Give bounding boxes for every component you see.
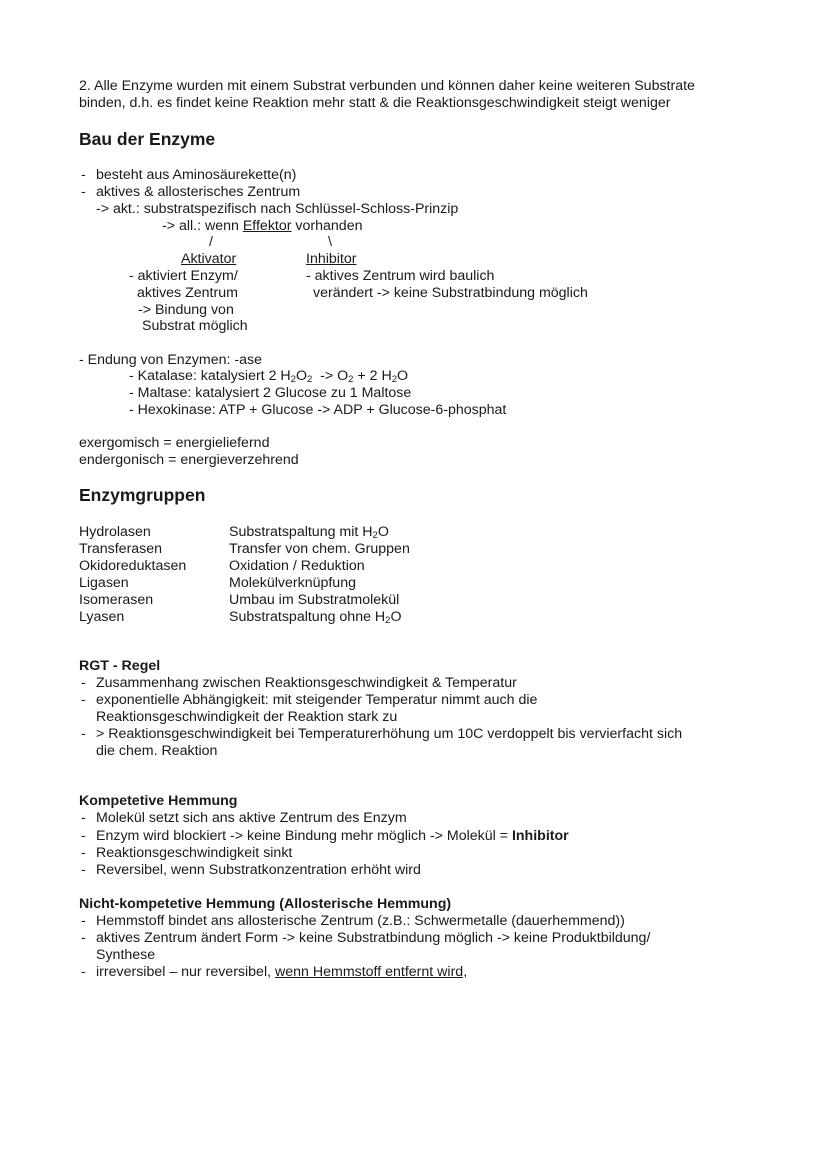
endung-maltase: - Maltase: katalysiert 2 Glucose zu 1 Maltose [129,385,412,401]
endung-hexokinase: - Hexokinase: ATP + Glucose -> ADP + Glucose-6-phosphat [129,402,507,418]
heading-rgt-regel: RGT - Regel [79,658,161,674]
enzymgruppe-name: Isomerasen [79,592,154,608]
enzymgruppe-description: Transfer von chem. Gruppen [229,541,410,557]
bau-item-aminosaeure: besteht aus Aminosäurekette(n) [96,167,297,183]
endergonisch-line: endergonisch = energieverzehrend [79,452,299,468]
aktivator-title: Aktivator [181,251,237,267]
kompetitiv-item-2: Enzym wird blockiert -> keine Bindung mehr möglich -> Molekül = Inhibitor [96,828,569,844]
bullet-dash: - [81,828,86,844]
bau-all-line: -> all.: wenn Effektor vorhanden [162,218,363,234]
nichtkompetitiv-item-2b: Synthese [96,947,156,963]
bullet-dash: - [81,675,86,691]
effektor-term: Effektor [242,218,292,234]
rgt-item-3b: die chem. Reaktion [96,743,218,759]
enzymgruppe-description: Umbau im Substratmolekül [229,592,400,608]
bullet-dash: - [81,845,86,861]
bullet-dash: - [81,692,86,708]
exergonisch-line: exergomisch = energieliefernd [79,435,270,451]
bullet-dash: - [81,167,86,183]
enzymgruppe-description: Substratspaltung ohne $H_2O$ [229,609,402,626]
rgt-item-1: Zusammenhang zwischen Reaktionsgeschwindigkeit & Temperatur [96,675,517,691]
heading-bau-der-enzyme: Bau der Enzyme [79,129,216,149]
heading-nicht-kompetetive-hemmung: Nicht-kompetetive Hemmung (Allosterische Hemmung) [79,896,452,912]
bullet-dash: - [81,726,86,742]
bullet-dash: - [81,930,86,946]
intro-line-1: 2. Alle Enzyme wurden mit einem Substrat verbunden und können daher keine weiteren Substrate [79,78,695,94]
branch-backslash: \ [328,234,332,250]
hemmstoff-entfernt-term: wenn Hemmstoff entfernt wird, [275,964,468,980]
branch-slash: / [209,234,213,250]
nichtkompetitiv-item-2a: aktives Zentrum ändert Form -> keine Substratbindung möglich -> keine Produktbildung/ [96,930,651,946]
enzymgruppe-description: Oxidation / Reduktion [229,558,365,574]
enzymgruppe-name: Lyasen [79,609,125,625]
enzymgruppe-name: Hydrolasen [79,524,151,540]
bullet-dash: - [81,184,86,200]
enzymgruppe-name: Okidoreduktasen [79,558,187,574]
kompetitiv-item-4: Reversibel, wenn Substratkonzentration erhöht wird [96,862,421,878]
aktivator-line-3: -> Bindung von [138,302,234,318]
endung-katalase: - Katalase: katalysiert 2 $H_2O_2 -> O_2 + 2$ $H_2O$ [129,368,409,385]
heading-kompetetive-hemmung: Kompetetive Hemmung [79,793,238,809]
rgt-item-2a: exponentielle Abhängigkeit: mit steigender Temperatur nimmt auch die [96,692,538,708]
nichtkompetitiv-item-3: irreversibel – nur reversibel, wenn Hemmstoff entfernt wird, [96,964,468,980]
enzymgruppe-name: Transferasen [79,541,163,557]
aktivator-line-1: - aktiviert Enzym/ [129,268,238,284]
heading-enzymgruppen: Enzymgruppen [79,485,206,505]
inhibitor-title: Inhibitor [306,251,357,267]
rgt-item-3a: > Reaktionsgeschwindigkeit bei Temperaturerhöhung um 10C verdoppelt bis vervierfacht sich [96,726,683,742]
bullet-dash: - [81,862,86,878]
nichtkompetitiv-item-1: Hemmstoff bindet ans allosterische Zentrum (z.B.: Schwermetalle (dauerhemmend)) [96,913,625,929]
rgt-item-2b: Reaktionsgeschwindigkeit der Reaktion stark zu [96,709,398,725]
bullet-dash: - [81,913,86,929]
bullet-dash: - [81,810,86,826]
enzymgruppe-description: Molekülverknüpfung [229,575,356,591]
inhibitor-term: Inhibitor [511,828,569,844]
bullet-dash: - [81,964,86,980]
bau-item-zentrum: aktives & allosterisches Zentrum [96,184,301,200]
kompetitiv-item-3: Reaktionsgeschwindigkeit sinkt [96,845,293,861]
enzymgruppe-description: Substratspaltung mit $H_2O$ [229,524,389,541]
enzymgruppe-name: Ligasen [79,575,129,591]
endung-intro: - Endung von Enzymen: -ase [79,352,262,368]
aktivator-line-2: aktives Zentrum [137,285,238,301]
bau-akt-line: -> akt.: substratspezifisch nach Schlüssel-Schloss-Prinzip [96,201,459,217]
aktivator-line-4: Substrat möglich [142,318,248,334]
intro-line-2: binden, d.h. es findet keine Reaktion mehr statt & die Reaktionsgeschwindigkeit steigt weniger [79,95,671,111]
inhibitor-line-2: verändert -> keine Substratbindung möglich [313,285,588,301]
inhibitor-line-1: - aktives Zentrum wird baulich [306,268,495,284]
kompetitiv-item-1: Molekül setzt sich ans aktive Zentrum des Enzym [96,810,407,826]
